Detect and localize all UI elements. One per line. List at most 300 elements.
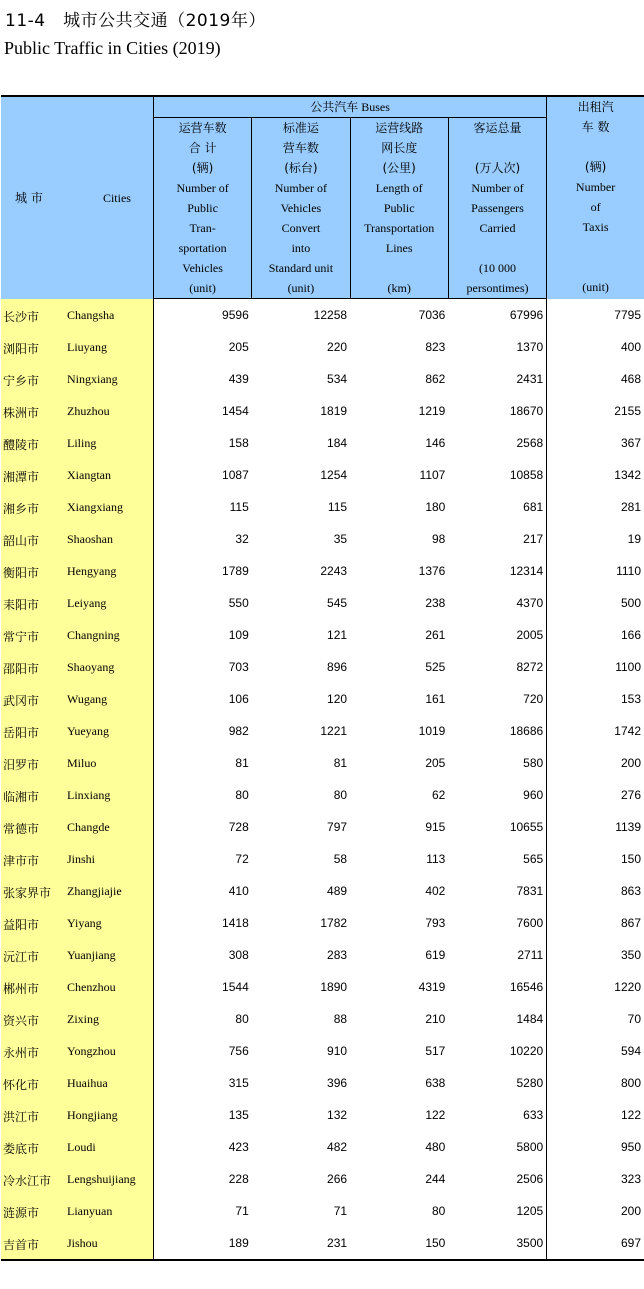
city-cell xyxy=(1,331,153,363)
standard-vehicles-cell: 184 xyxy=(327,436,348,450)
city-name-zh: 冷水江市 xyxy=(3,1174,52,1188)
lines-length-column-header xyxy=(350,118,448,299)
passengers-column-header xyxy=(448,118,546,299)
vehicles-cell: 106 xyxy=(228,692,249,706)
table-row xyxy=(1,1131,644,1163)
city-name-zh: 长沙市 xyxy=(3,309,40,324)
city-name-zh: 资兴市 xyxy=(3,1014,40,1028)
header-line: (unit) xyxy=(287,281,315,295)
passengers-cell: 12314 xyxy=(509,564,544,578)
passengers-cell: 960 xyxy=(523,788,544,802)
lines-length-cell: 98 xyxy=(431,532,446,546)
table-row xyxy=(1,1035,644,1067)
header-line xyxy=(547,257,644,277)
header-line: 网长度 xyxy=(381,141,418,155)
city-cell xyxy=(1,459,153,491)
standard-vehicles-cell: 71 xyxy=(333,1204,348,1218)
header-line: Number xyxy=(575,180,616,194)
taxis-cell: 281 xyxy=(547,491,644,523)
city-cell xyxy=(1,683,153,715)
city-name-zh: 洪江市 xyxy=(3,1110,40,1124)
passengers-cell: 3500 xyxy=(516,1236,544,1250)
lines-length-cell: 915 xyxy=(425,820,446,834)
vehicles-cell: 315 xyxy=(228,1076,249,1090)
table-row xyxy=(1,1195,644,1227)
header-line: Passengers xyxy=(471,201,524,215)
passengers-cell: 5800 xyxy=(516,1140,544,1154)
passengers-cell: 2568 xyxy=(516,436,544,450)
taxis-cell: 323 xyxy=(547,1163,644,1195)
standard-vehicles-cell: 2243 xyxy=(320,564,348,578)
vehicles-cell: 1789 xyxy=(222,564,249,578)
city-name-en: Leiyang xyxy=(67,596,107,610)
vehicles-cell: 728 xyxy=(228,820,249,834)
city-name-en: Huaihua xyxy=(67,1076,108,1090)
passengers-cell: 633 xyxy=(523,1108,544,1122)
passengers-cell: 2005 xyxy=(516,628,544,642)
vehicles-cell: 410 xyxy=(228,884,249,898)
standard-vehicles-cell: 1782 xyxy=(320,916,348,930)
taxis-cell: 468 xyxy=(547,363,644,395)
lines-length-cell: 638 xyxy=(425,1076,446,1090)
lines-length-cell: 4319 xyxy=(418,980,446,994)
city-cell xyxy=(1,491,153,523)
taxis-cell: 153 xyxy=(547,683,644,715)
table-body xyxy=(1,299,644,1261)
city-cell xyxy=(1,1067,153,1099)
taxis-cell: 200 xyxy=(547,747,644,779)
taxis-column-header xyxy=(547,96,644,299)
lines-length-cell: 205 xyxy=(425,756,446,770)
taxis-cell: 400 xyxy=(547,331,644,363)
lines-length-cell: 210 xyxy=(425,1012,446,1026)
taxis-cell: 950 xyxy=(547,1131,644,1163)
city-name-en: Yongzhou xyxy=(67,1044,116,1058)
public-traffic-table xyxy=(1,95,644,1261)
standard-vehicles-cell: 482 xyxy=(327,1140,348,1154)
city-name-en: Yueyang xyxy=(67,724,109,738)
table-row xyxy=(1,587,644,619)
vehicles-cell: 71 xyxy=(235,1204,249,1218)
city-name-en: Yuanjiang xyxy=(67,948,116,962)
passengers-cell: 18686 xyxy=(509,724,544,738)
lines-length-cell: 261 xyxy=(425,628,446,642)
passengers-cell: 10220 xyxy=(509,1044,544,1058)
table-row xyxy=(1,1003,644,1035)
taxis-cell: 276 xyxy=(547,779,644,811)
taxis-cell: 200 xyxy=(547,1195,644,1227)
vehicles-cell: 32 xyxy=(235,532,249,546)
table-header xyxy=(1,96,644,299)
city-name-en: Liuyang xyxy=(67,340,107,354)
lines-length-cell: 1019 xyxy=(418,724,446,738)
lines-length-cell: 823 xyxy=(425,340,446,354)
city-name-en: Changde xyxy=(67,820,110,834)
passengers-cell: 7600 xyxy=(516,916,544,930)
header-line xyxy=(351,258,448,278)
header-line: Carried xyxy=(479,221,516,235)
city-cell xyxy=(1,619,153,651)
passengers-cell: 1370 xyxy=(516,340,544,354)
lines-length-cell: 517 xyxy=(425,1044,446,1058)
city-cell xyxy=(1,523,153,555)
lines-length-cell: 146 xyxy=(425,436,446,450)
table-row xyxy=(1,1099,644,1131)
lines-length-cell: 525 xyxy=(425,660,446,674)
vehicles-cell: 703 xyxy=(228,660,249,674)
city-name-zh: 怀化市 xyxy=(3,1078,40,1092)
standard-vehicles-cell: 283 xyxy=(327,948,348,962)
city-cell xyxy=(1,1195,153,1227)
standard-vehicles-cell: 910 xyxy=(327,1044,348,1058)
table-row xyxy=(1,1163,644,1195)
header-line: Vehicles xyxy=(182,261,223,275)
table-row xyxy=(1,843,644,875)
standard-vehicles-cell: 120 xyxy=(327,692,348,706)
taxis-cell: 350 xyxy=(547,939,644,971)
vehicles-cell: 81 xyxy=(235,756,249,770)
passengers-cell: 1205 xyxy=(516,1204,544,1218)
city-name-zh: 津市市 xyxy=(3,854,40,868)
standard-vehicles-cell: 132 xyxy=(327,1108,348,1122)
city-name-zh: 浏阳市 xyxy=(3,342,40,356)
city-name-en: Loudi xyxy=(67,1140,96,1154)
city-cell xyxy=(1,1131,153,1163)
lines-length-cell: 122 xyxy=(425,1108,446,1122)
lines-length-cell: 62 xyxy=(431,788,446,802)
header-line: 出租汽 xyxy=(577,100,614,114)
city-cell xyxy=(1,715,153,747)
city-name-zh: 娄底市 xyxy=(3,1142,40,1156)
vehicles-cell: 1087 xyxy=(222,468,249,482)
vehicles-cell: 1454 xyxy=(222,404,249,418)
passengers-cell: 2711 xyxy=(517,948,544,962)
table-row xyxy=(1,1227,644,1260)
header-line: Public xyxy=(187,201,218,215)
header-line xyxy=(449,138,546,158)
header-line: Number of xyxy=(274,181,328,195)
header-line: Taxis xyxy=(582,220,609,234)
city-name-zh: 常德市 xyxy=(3,822,40,836)
table-row xyxy=(1,683,644,715)
standard-vehicles-cell: 12258 xyxy=(313,308,348,322)
passengers-cell: 580 xyxy=(523,756,544,770)
header-line: (标台) xyxy=(284,161,318,175)
taxis-cell: 867 xyxy=(547,907,644,939)
taxis-cell: 500 xyxy=(547,587,644,619)
taxis-cell: 70 xyxy=(547,1003,644,1035)
taxis-cell: 122 xyxy=(547,1099,644,1131)
table-row xyxy=(1,555,644,587)
city-name-zh: 衡阳市 xyxy=(3,566,40,580)
table-row xyxy=(1,875,644,907)
city-name-en: Hengyang xyxy=(67,564,117,578)
standard-vehicles-cell: 115 xyxy=(327,500,348,514)
vehicles-cell: 1544 xyxy=(222,980,249,994)
city-name-zh: 耒阳市 xyxy=(3,598,40,612)
standard-vehicles-cell: 266 xyxy=(327,1172,348,1186)
vehicles-cell: 135 xyxy=(228,1108,249,1122)
table-row xyxy=(1,427,644,459)
city-cell xyxy=(1,843,153,875)
city-cell xyxy=(1,779,153,811)
city-name-en: Changning xyxy=(67,628,120,642)
city-cell xyxy=(1,1003,153,1035)
city-name-zh: 汨罗市 xyxy=(3,758,40,772)
standard-vehicles-cell: 80 xyxy=(333,788,348,802)
table-row xyxy=(1,331,644,363)
header-line: (辆) xyxy=(191,161,214,175)
city-cell xyxy=(1,1035,153,1067)
passengers-cell: 7831 xyxy=(516,884,544,898)
table-row xyxy=(1,715,644,747)
city-name-en: Yiyang xyxy=(67,916,102,930)
vehicles-cell: 228 xyxy=(228,1172,249,1186)
city-name-en: Jinshi xyxy=(67,852,96,866)
table-row xyxy=(1,459,644,491)
city-cell xyxy=(1,299,153,332)
taxis-cell: 367 xyxy=(547,427,644,459)
city-name-zh: 岳阳市 xyxy=(3,726,40,740)
header-line: persontimes) xyxy=(466,281,529,295)
city-name-en: Zhuzhou xyxy=(67,404,110,418)
passengers-cell: 1484 xyxy=(516,1012,544,1026)
passengers-cell: 2431 xyxy=(516,372,544,386)
city-name-zh: 张家界市 xyxy=(3,886,52,900)
city-name-en: Hongjiang xyxy=(67,1108,118,1122)
city-cell xyxy=(1,747,153,779)
table-row xyxy=(1,811,644,843)
passengers-cell: 565 xyxy=(523,852,544,866)
passengers-cell: 720 xyxy=(523,692,544,706)
header-line: (公里) xyxy=(382,161,416,175)
city-name-zh: 益阳市 xyxy=(3,918,40,932)
city-name-en: Shaoyang xyxy=(67,660,115,674)
city-name-zh: 邵阳市 xyxy=(3,662,40,676)
vehicles-cell: 158 xyxy=(228,436,249,450)
table-row xyxy=(1,619,644,651)
vehicles-cell: 189 xyxy=(228,1236,249,1250)
vehicles-cell: 439 xyxy=(228,372,249,386)
lines-length-cell: 1107 xyxy=(419,468,446,482)
vehicles-cell: 423 xyxy=(228,1140,249,1154)
header-line: 车 数 xyxy=(581,120,610,134)
lines-length-cell: 113 xyxy=(426,852,446,866)
city-name-en: Zixing xyxy=(67,1012,99,1026)
header-line: Lines xyxy=(385,241,413,255)
city-name-en: Changsha xyxy=(67,307,115,322)
standard-vehicles-cell: 35 xyxy=(333,532,348,546)
city-name-zh: 武冈市 xyxy=(3,694,40,708)
header-line: Public xyxy=(383,201,415,215)
table-row xyxy=(1,939,644,971)
taxis-cell: 166 xyxy=(547,619,644,651)
city-name-en: Ningxiang xyxy=(67,372,118,386)
taxis-cell: 800 xyxy=(547,1067,644,1099)
header-line: Number of xyxy=(176,181,229,195)
lines-length-cell: 480 xyxy=(425,1140,446,1154)
lines-length-cell: 180 xyxy=(425,500,446,514)
city-cell xyxy=(1,651,153,683)
city-cell xyxy=(1,811,153,843)
city-name-en: Zhangjiajie xyxy=(67,884,122,898)
standard-vehicles-cell: 534 xyxy=(327,372,348,386)
table-row xyxy=(1,523,644,555)
header-line: 运营车数 xyxy=(178,121,227,135)
city-cell xyxy=(1,875,153,907)
city-name-en: Wugang xyxy=(67,692,108,706)
taxis-cell: 863 xyxy=(547,875,644,907)
standard-vehicles-cell: 58 xyxy=(333,852,348,866)
city-name-zh: 吉首市 xyxy=(3,1238,40,1252)
header-line: (km) xyxy=(387,281,411,295)
taxis-cell: 7795 xyxy=(547,299,644,332)
passengers-cell: 18670 xyxy=(509,404,544,418)
standard-vehicles-cell: 231 xyxy=(327,1236,348,1250)
taxis-cell: 1100 xyxy=(547,651,644,683)
header-line: 合 计 xyxy=(188,141,217,155)
city-column-header xyxy=(1,96,153,299)
header-line: of xyxy=(590,200,601,214)
passengers-cell: 67996 xyxy=(509,308,544,322)
city-cell xyxy=(1,907,153,939)
header-line xyxy=(449,238,546,258)
city-name-zh: 株洲市 xyxy=(3,406,40,420)
taxis-cell: 1110 xyxy=(547,555,644,587)
vehicles-cell: 205 xyxy=(228,340,249,354)
city-cell xyxy=(1,1227,153,1260)
city-cell xyxy=(1,1163,153,1195)
city-name-en: Shaoshan xyxy=(67,532,113,546)
header-line: Vehicles xyxy=(280,201,322,215)
header-line: (unit) xyxy=(189,281,216,295)
city-name-en: Lianyuan xyxy=(67,1204,113,1218)
header-line: Standard unit xyxy=(268,261,334,275)
vehicles-cell: 72 xyxy=(235,852,249,866)
passengers-cell: 5280 xyxy=(516,1076,544,1090)
vehicles-column-header xyxy=(153,118,251,299)
table-title-english: Public Traffic in Cities (2019) xyxy=(4,38,221,58)
standard-vehicles-cell: 1221 xyxy=(320,724,348,738)
standard-vehicles-cell: 1254 xyxy=(320,468,348,482)
standard-vehicles-cell: 121 xyxy=(327,628,348,642)
city-cell xyxy=(1,939,153,971)
table-title-chinese: 11-4 城市公共交通（2019年） xyxy=(5,11,266,31)
table-row xyxy=(1,779,644,811)
city-header-en: Cities xyxy=(102,190,131,205)
lines-length-cell: 1219 xyxy=(418,404,446,418)
city-name-zh: 永州市 xyxy=(3,1046,40,1060)
header-line xyxy=(547,137,644,157)
header-line: (辆) xyxy=(584,160,607,174)
city-cell xyxy=(1,1099,153,1131)
standard-vehicles-cell: 1890 xyxy=(320,980,348,994)
table-row xyxy=(1,1067,644,1099)
table-row xyxy=(1,491,644,523)
vehicles-cell: 1418 xyxy=(222,916,249,930)
lines-length-cell: 402 xyxy=(425,884,446,898)
city-name-en: Miluo xyxy=(67,756,97,770)
city-name-en: Jishou xyxy=(67,1236,98,1250)
city-cell xyxy=(1,363,153,395)
standard-vehicles-cell: 896 xyxy=(327,660,348,674)
lines-length-cell: 7036 xyxy=(418,308,446,322)
header-line: Tran- xyxy=(189,221,216,235)
header-line: 客运总量 xyxy=(473,121,522,135)
vehicles-cell: 550 xyxy=(228,596,249,610)
passengers-cell: 681 xyxy=(523,500,544,514)
passengers-cell: 8272 xyxy=(516,660,544,674)
city-name-en: Liling xyxy=(67,436,97,450)
header-line: sportation xyxy=(178,241,227,255)
table-row xyxy=(1,971,644,1003)
header-line: into xyxy=(291,241,311,255)
city-name-zh: 醴陵市 xyxy=(3,438,40,452)
header-line: (unit) xyxy=(582,280,609,294)
taxis-cell: 1342 xyxy=(547,459,644,491)
taxis-cell: 1139 xyxy=(547,811,644,843)
city-name-zh: 湘潭市 xyxy=(3,470,40,484)
header-line xyxy=(547,237,644,257)
city-header-zh: 城 市 xyxy=(15,190,43,205)
city-name-en: Xiangtan xyxy=(67,468,111,482)
lines-length-cell: 1376 xyxy=(418,564,446,578)
buses-group-header: 公共汽车 Buses xyxy=(153,96,546,118)
city-name-en: Lengshuijiang xyxy=(67,1172,136,1186)
city-cell xyxy=(1,395,153,427)
header-line: Length of xyxy=(375,181,423,195)
lines-length-cell: 619 xyxy=(425,948,446,962)
lines-length-cell: 862 xyxy=(425,372,446,386)
standard-vehicles-cell: 1819 xyxy=(320,404,348,418)
passengers-cell: 4370 xyxy=(516,596,544,610)
header-line: Number of xyxy=(471,181,524,195)
header-line: (10 000 xyxy=(479,261,517,275)
taxis-cell: 19 xyxy=(547,523,644,555)
standard-vehicles-cell: 396 xyxy=(327,1076,348,1090)
lines-length-cell: 244 xyxy=(425,1172,446,1186)
standard-vehicles-column-header xyxy=(252,118,350,299)
city-cell xyxy=(1,971,153,1003)
lines-length-cell: 793 xyxy=(425,916,446,930)
lines-length-cell: 80 xyxy=(431,1204,446,1218)
lines-length-cell: 238 xyxy=(425,596,446,610)
vehicles-cell: 80 xyxy=(235,1012,249,1026)
city-name-zh: 涟源市 xyxy=(3,1206,40,1220)
taxis-cell: 697 xyxy=(547,1227,644,1260)
passengers-cell: 10858 xyxy=(509,468,544,482)
vehicles-cell: 308 xyxy=(228,948,249,962)
table-row xyxy=(1,907,644,939)
city-cell xyxy=(1,555,153,587)
header-line: Transportation xyxy=(364,221,435,235)
city-name-zh: 沅江市 xyxy=(3,950,40,964)
city-name-zh: 宁乡市 xyxy=(3,374,40,388)
city-name-zh: 湘乡市 xyxy=(3,502,40,516)
lines-length-cell: 150 xyxy=(425,1236,446,1250)
standard-vehicles-cell: 797 xyxy=(327,820,348,834)
standard-vehicles-cell: 88 xyxy=(333,1012,348,1026)
header-line: 营车数 xyxy=(282,141,319,155)
passengers-cell: 16546 xyxy=(509,980,544,994)
passengers-cell: 10655 xyxy=(509,820,544,834)
lines-length-cell: 161 xyxy=(425,692,446,706)
header-line: (万人次) xyxy=(474,161,521,175)
vehicles-cell: 982 xyxy=(228,724,249,738)
taxis-cell: 150 xyxy=(547,843,644,875)
standard-vehicles-cell: 220 xyxy=(327,340,348,354)
header-line: 标准运 xyxy=(282,121,319,135)
